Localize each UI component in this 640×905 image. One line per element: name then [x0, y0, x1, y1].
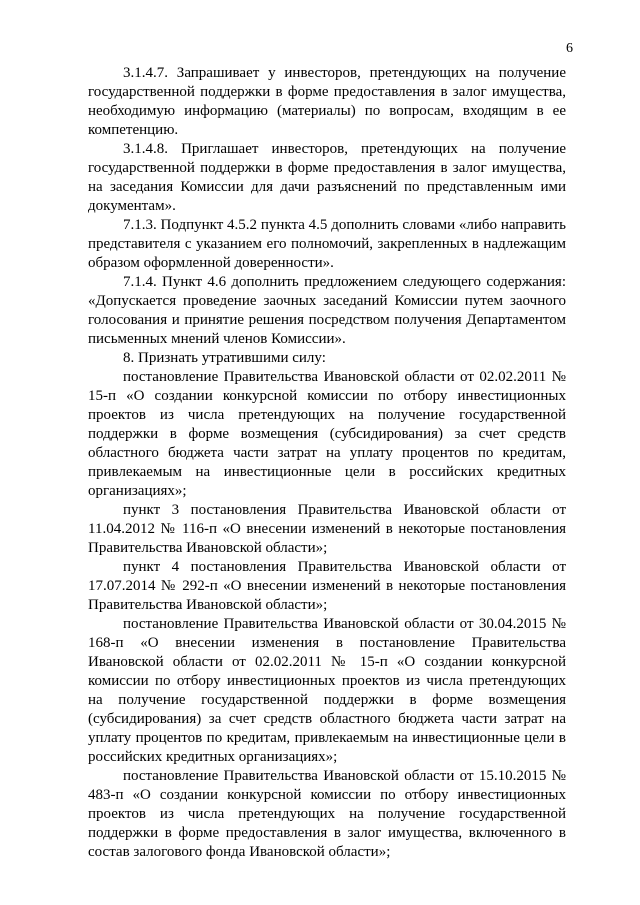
- document-body: [88, 64, 566, 862]
- repealed-item-15-p: постановление Правительства Ивановской области от 02.02.2011 № 15-п «О создании конкурсной комиссии по отбору инвестиционных проектов из числа претендующих на получение государственной поддержки в форме возмещения (субсидирования) за счет средств областного бюджета части затрат на уплату процентов по кредитам, привлекаемым на инвестиционные цели в российских кредитных организациях»;: [88, 369, 566, 499]
- paragraph-7-1-4: 7.1.4. Пункт 4.6 дополнить предложением следующего содержания: «Допускается проведение заочных заседаний Комиссии путем заочного голосования и принятие решения посредством получения Департаментом письменных мнений членов Комиссии».: [88, 274, 566, 347]
- paragraph-7-1-3: 7.1.3. Подпункт 4.5.2 пункта 4.5 дополнить словами «либо направить представителя с указанием его полномочий, закрепленных в надлежащим образом оформленной доверенности».: [88, 217, 566, 271]
- paragraph-3-1-4-7: 3.1.4.7. Запрашивает у инвесторов, претендующих на получение государственной поддержки в форме предоставления в залог имущества, необходимую информацию (материалы) по вопросам, входящим в ее компетенцию.: [88, 65, 566, 138]
- paragraph-3-1-4-8: 3.1.4.8. Приглашает инвесторов, претендующих на получение государственной поддержки в форме предоставления в залог имущества, на заседания Комиссии для дачи разъяснений по представленным ими документам».: [88, 141, 566, 214]
- paragraph-8-heading: 8. Признать утратившими силу:: [123, 350, 326, 366]
- page-number: 6: [566, 41, 573, 56]
- repealed-item-168-p: постановление Правительства Ивановской области от 30.04.2015 № 168-п «О внесении изменения в постановление Правительства Ивановской области от 02.02.2011 № 15-п «О создании конкурсной комиссии по отбору инвестиционных проектов из числа претендующих на получение государственной поддержки в форме возмещения (субсидирования) за счет средств областного бюджета части затрат на уплату процентов по кредитам, привлекаемым на инвестиционные цели в российских кредитных организациях»;: [88, 616, 566, 765]
- repealed-item-292-p: пункт 4 постановления Правительства Ивановской области от 17.07.2014 № 292-п «О внесении изменений в некоторые постановления Правительства Ивановской области»;: [88, 559, 566, 613]
- repealed-item-483-p: постановление Правительства Ивановской области от 15.10.2015 № 483-п «О создании конкурсной комиссии по отбору инвестиционных проектов из числа претендующих на получение государственной поддержки в форме предоставления в залог имущества, включенного в состав залогового фонда Ивановской области»;: [88, 768, 566, 860]
- repealed-item-116-p: пункт 3 постановления Правительства Ивановской области от 11.04.2012 № 116-п «О внесении изменений в некоторые постановления Правительства Ивановской области»;: [88, 502, 566, 556]
